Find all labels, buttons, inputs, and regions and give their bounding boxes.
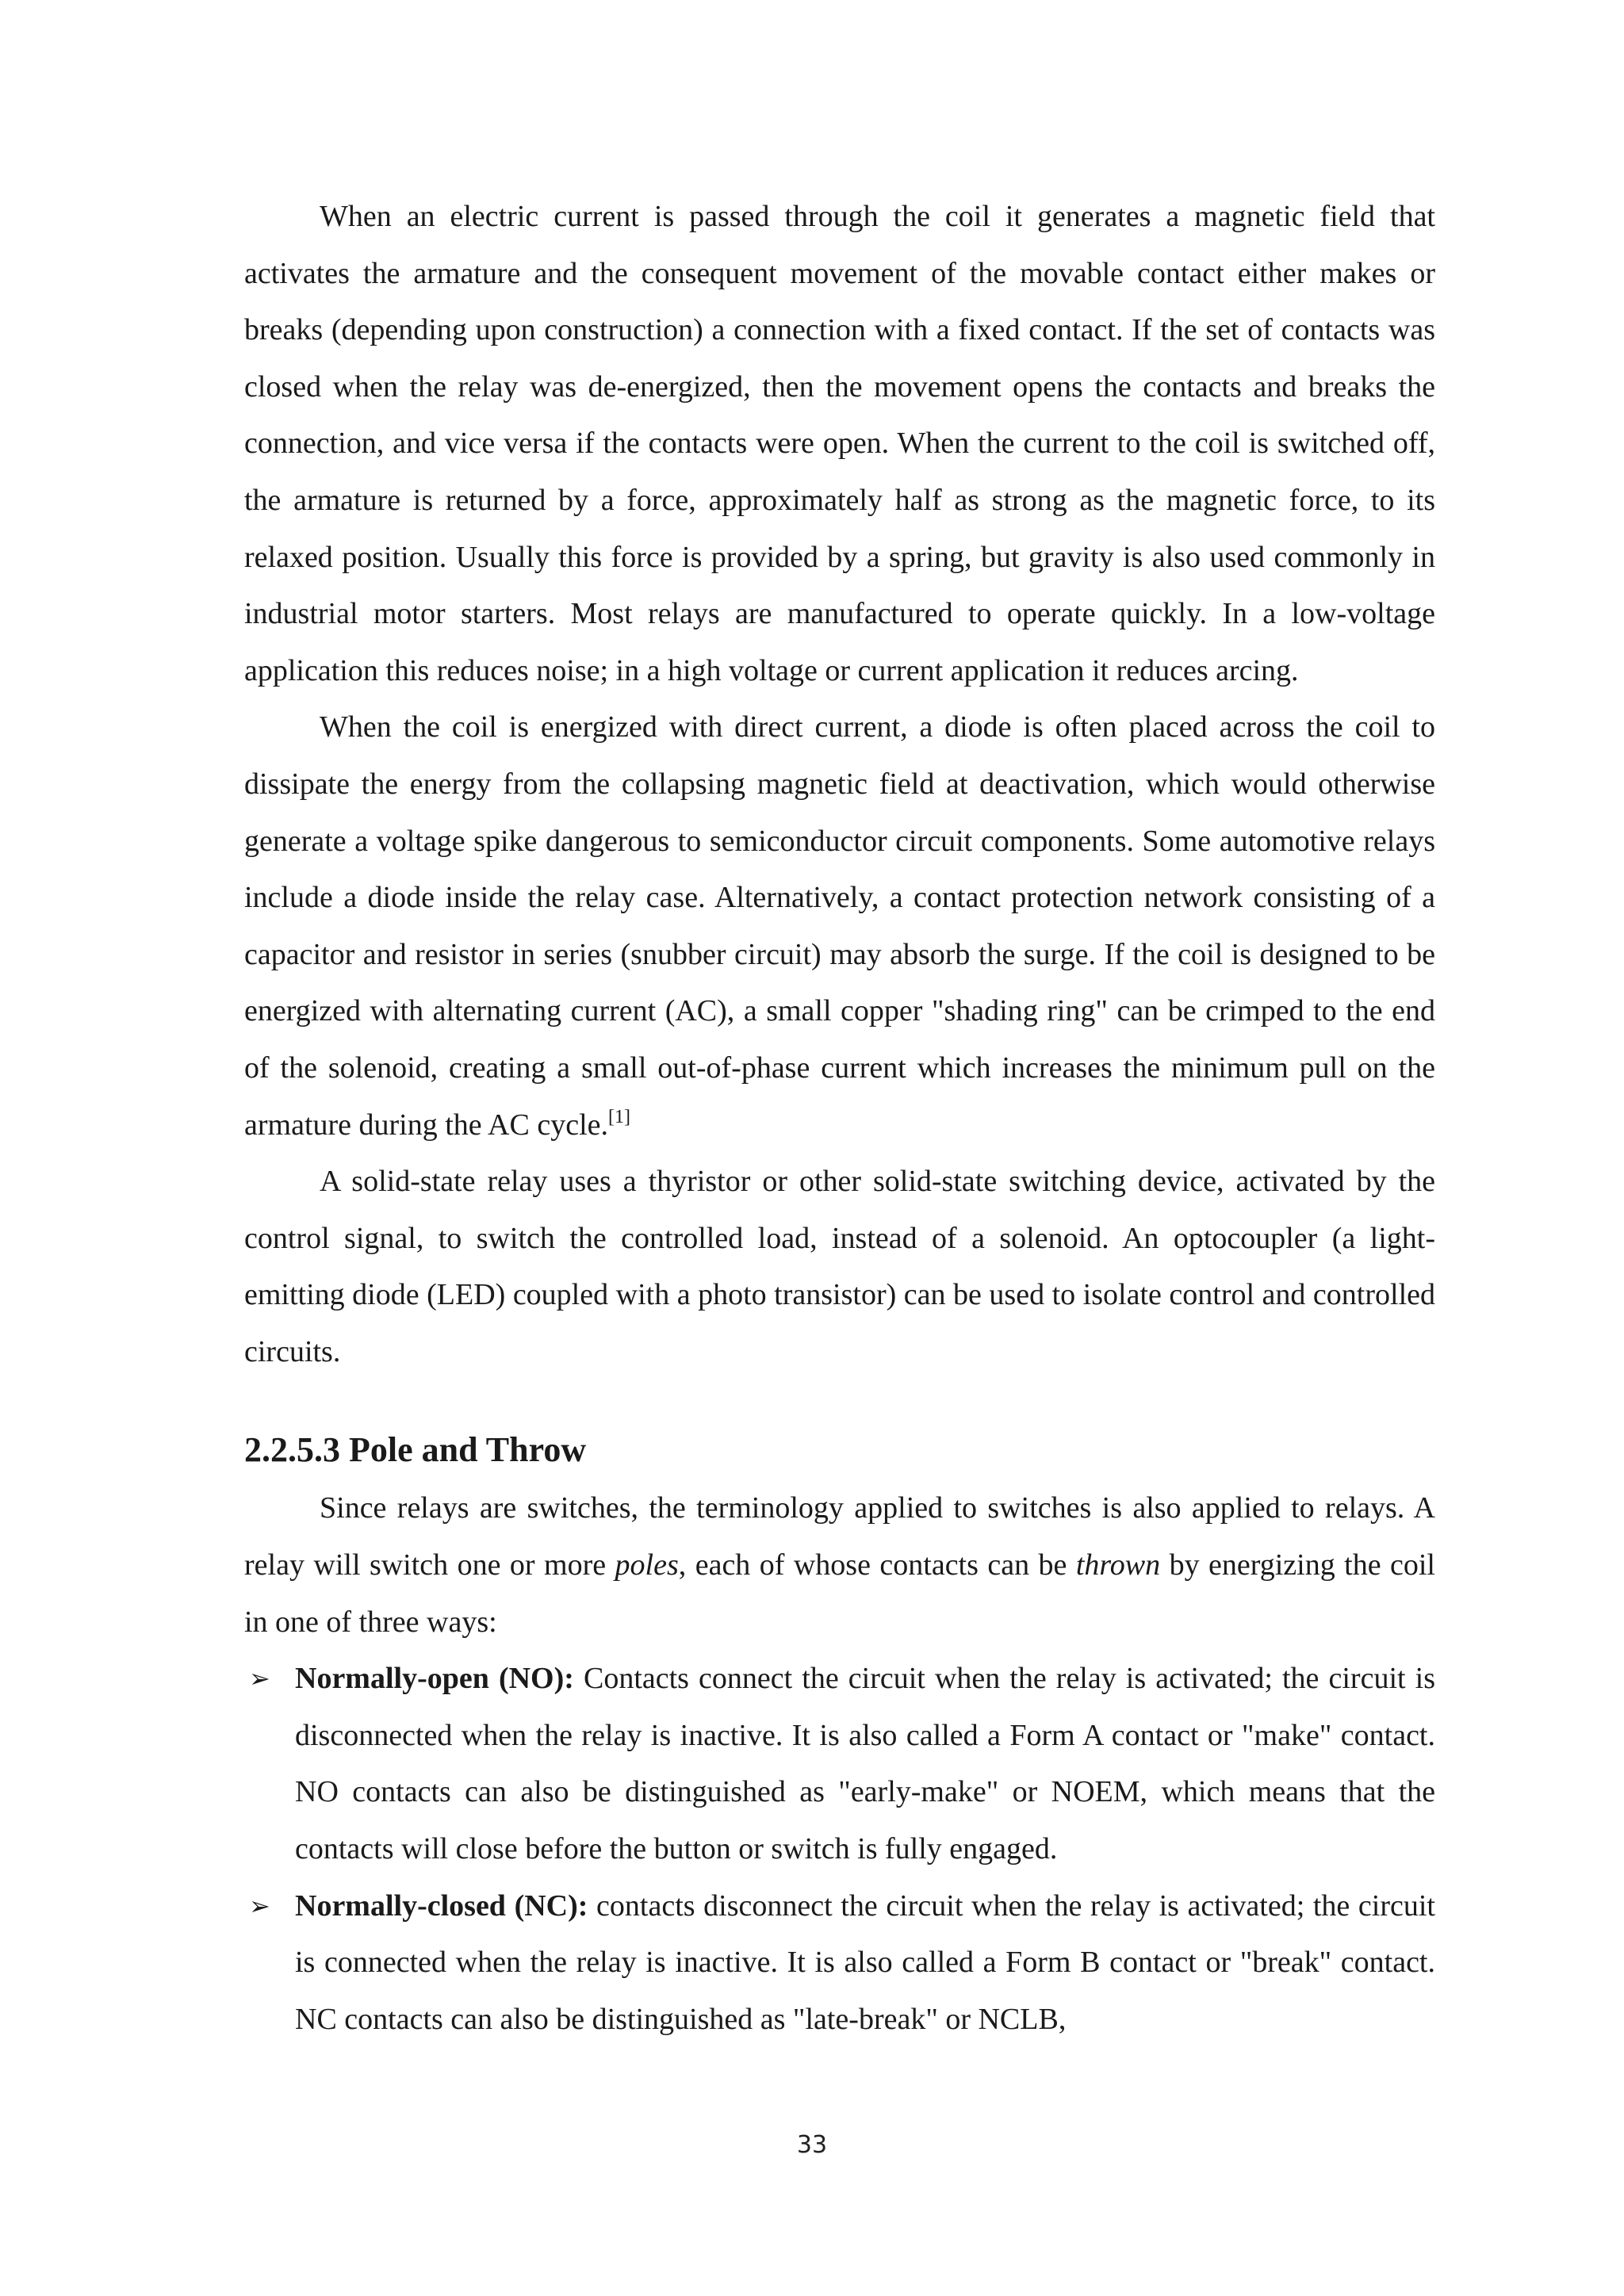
- list-item-normally-closed: [244, 1878, 1435, 2049]
- document-page: [244, 189, 1435, 2048]
- section-heading: 2.2.5.3 Pole and Throw: [244, 1430, 587, 1470]
- paragraph-solid-state-relay: A solid-state relay uses a thyristor or other solid-state switching device, activated by the control signal, to switch the controlled load, instead of a solenoid. An optocoupler (a light-emitting diode (LED) coupled with a photo transistor) can be used to isolate control and controlled circuits.: [244, 1165, 1435, 1368]
- citation-reference[interactable]: [1]: [608, 1106, 630, 1127]
- paragraph-relay-operation: When an electric current is passed through the coil it generates a magnetic field that activates the armature and the consequent movement of the movable contact either makes or breaks (depending upon construction) a connection with a fixed contact. If the set of contacts was closed when the relay was de-energized, then the movement opens the contacts and breaks the connection, and vice versa if the contacts were open. When the current to the coil is switched off, the armature is returned by a force, approximately half as strong as the magnetic force, to its relaxed position. Usually this force is provided by a spring, but gravity is also used commonly in industrial motor starters. Most relays are manufactured to operate quickly. In a low-voltage application this reduces noise; in a high voltage or current application it reduces arcing.: [244, 200, 1435, 687]
- term-poles: poles: [615, 1548, 679, 1582]
- paragraph-coil-diode-text: When the coil is energized with direct current, a diode is often placed across the coil to dissipate the energy from the collapsing magnetic field at deactivation, which would otherwise generate a voltage spike dangerous to semiconductor circuit components. Some automotive relays include a diode inside the relay case. Alternatively, a contact protection network consisting of a capacitor and resistor in series (snubber circuit) may absorb the surge. If the coil is designed to be energized with alternating current (AC), a small copper "shading ring" can be crimped to the end of the solenoid, creating a small out-of-phase current which increases the minimum pull on the armature during the AC cycle.: [244, 710, 1435, 1142]
- contact-types-list: [244, 1651, 1435, 2048]
- intro-text-1: Since relays are switches, the terminology applied to switches is also applied to relays. A relay will switch one or more: [244, 1491, 1435, 1582]
- list-item-normally-open: [244, 1651, 1435, 1877]
- arrow-bullet-icon: ➢: [249, 1663, 270, 1694]
- paragraph-pole-throw-intro: [244, 1480, 1435, 1651]
- term-thrown: thrown: [1075, 1548, 1161, 1582]
- paragraph-coil-diode: [244, 699, 1435, 1154]
- normally-closed-description: contacts disconnect the circuit when the relay is activated; the circuit is connected when the relay is inactive. It is also called a Form B contact or "break" contact. NC contacts can also be distinguished as "late-break" or NCLB,: [295, 1888, 1435, 2036]
- page-number: 33: [796, 2131, 828, 2159]
- intro-text-2: , each of whose contacts can be: [678, 1548, 1076, 1582]
- term-normally-open: Normally-open (NO):: [295, 1662, 574, 1696]
- normally-open-description: Contacts connect the circuit when the relay is activated; the circuit is disconnected when the relay is inactive. It is also called a Form A contact or "make" contact. NO contacts can also be distinguished as "early-make" or NOEM, which means that the contacts will close before the button or switch is fully engaged.: [295, 1662, 1435, 1866]
- intro-text-3: by energizing the coil in one of three ways:: [244, 1548, 1435, 1639]
- arrow-bullet-icon: ➢: [249, 1890, 270, 1921]
- term-normally-closed: Normally-closed (NC):: [295, 1888, 588, 1923]
